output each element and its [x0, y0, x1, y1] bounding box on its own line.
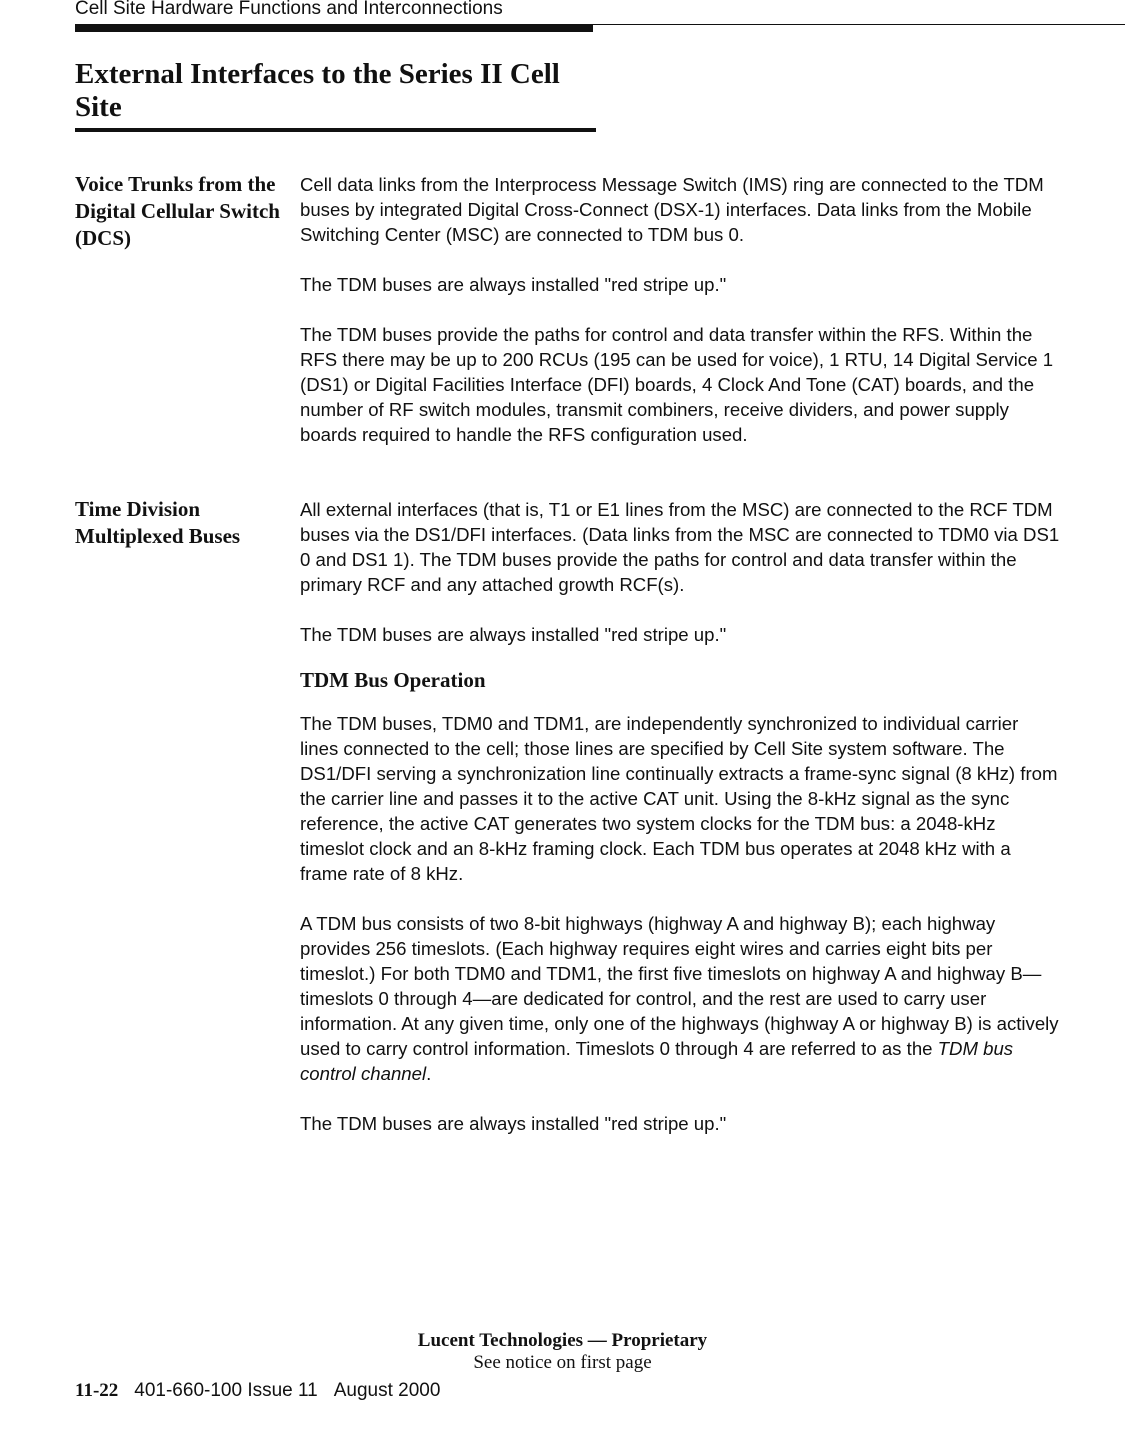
paragraph: The TDM buses provide the paths for control and data transfer within the RFS. Within the RFS there may be up to 200 RCUs (195 can be used for voice), 1 RTU, 14 Digital Service 1 (DS1) or Digital Facilities Interface (DFI) boards, 4 Clock And Tone (CAT) boards, and the number of RF switch modules, transmit combiners, receive dividers, and power supply boards required to handle the RFS configuration used. — [300, 324, 1054, 445]
subheading-tdm-bus-operation: TDM Bus Operation — [300, 668, 486, 692]
issue-date: August 2000 — [333, 1380, 441, 1401]
paragraph: Cell data links from the Interprocess Message Switch (IMS) ring are connected to the TDM buses by integrated Digital Cross-Connect (DSX-1) interfaces. Data links from the Mobile Switching Center (MSC) are connected to TDM bus 0. — [300, 174, 1044, 245]
paragraph: The TDM buses are always installed "red stripe up." — [300, 624, 727, 645]
section-voice-trunks-body — [300, 172, 1060, 447]
footer-notice: See notice on first page — [473, 1352, 652, 1373]
paragraph: The TDM buses are always installed "red stripe up." — [300, 274, 727, 295]
section-title: External Interfaces to the Series II Cell Site — [75, 58, 560, 123]
sidehead-tdm-buses: Time Division Multiplexed Buses — [75, 497, 241, 548]
header-bar — [75, 24, 593, 32]
emphasis-term: TDM bus control channel — [300, 1038, 1014, 1084]
title-rule — [75, 128, 596, 132]
paragraph: All external interfaces (that is, T1 or E1 lines from the MSC) are connected to the RCF TDM buses via the DS1/DFI interfaces. (Data links from the MSC are connected to TDM0 via DS1 0 and DS1 1). The TDM buses provide the paths for control and data transfer within the primary RCF and any attached growth RCF(s). — [300, 499, 1060, 595]
paragraph-end: . — [426, 1063, 432, 1084]
section-tdm-buses-body — [300, 497, 1060, 1136]
footer-proprietary: Lucent Technologies — Proprietary — [417, 1330, 708, 1351]
document-number: 401-660-100 Issue 11 — [134, 1380, 318, 1401]
paragraph: The TDM buses are always installed "red stripe up." — [300, 1113, 727, 1134]
paragraph-highways — [300, 911, 1060, 1086]
page-footer — [75, 1380, 440, 1402]
page-number: 11-22 — [75, 1380, 119, 1401]
paragraph-text: A TDM bus consists of two 8-bit highways (highway A and highway B); each highway provides 256 timeslots. (Each highway requires eight wires and carries eight bits per timeslot.) For both TDM0 and TDM1, the first five timeslots on highway A and highway B—timeslots 0 through 4—are dedicated for control, and the rest are used to carry user information. At any given time, only one of the highways (highway A or highway B) is actively used to carry control information. Timeslots 0 through 4 are referred to as the — [300, 913, 1059, 1059]
running-header: Cell Site Hardware Functions and Interconnections — [75, 0, 503, 19]
paragraph: The TDM buses, TDM0 and TDM1, are independently synchronized to individual carrier lines connected to the cell; those lines are specified by Cell Site system software. The DS1/DFI serving a synchronization line continually extracts a frame-sync signal (8 kHz) from the carrier line and passes it to the active CAT unit. Using the 8-kHz signal as the sync reference, the active CAT generates two system clocks for the TDM bus: a 2048-kHz timeslot clock and an 8-kHz framing clock. Each TDM bus operates at 2048 kHz with a frame rate of 8 kHz. — [300, 713, 1058, 884]
sidehead-voice-trunks: Voice Trunks from the Digital Cellular Switch (DCS) — [75, 172, 280, 250]
